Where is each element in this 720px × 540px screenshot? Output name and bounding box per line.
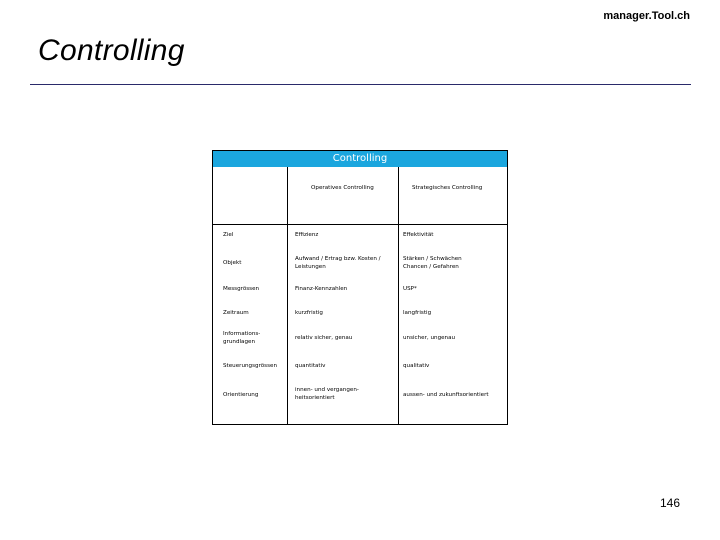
operative-cell: kurzfristig [295,310,323,316]
table-title: Controlling [213,151,507,167]
row-label: Steuerungsgrössen [223,363,277,369]
operative-cell: innen- und vergangen-heitsorientiert [295,387,359,401]
table-header-divider [213,224,507,225]
comparison-table [212,150,508,425]
row-label: Messgrössen [223,286,260,292]
strategic-cell: aussen- und zukunftsorientiert [403,392,489,398]
strategic-cell: unsicher, ungenau [403,335,456,341]
row-label: Orientierung [223,392,259,398]
row-label: Zeitraum [223,310,249,316]
strategic-cell: langfristig [403,310,432,316]
strategic-cell: Stärken / Schwächen Chancen / Gefahren [403,256,462,270]
strategic-cell: USP* [403,286,417,292]
table-column-divider [287,167,288,424]
row-label: Objekt [223,260,242,266]
row-label: Ziel [223,232,234,238]
table-column-divider [398,167,399,424]
strategic-cell: qualitativ [403,363,430,369]
operative-cell: quantitativ [295,363,326,369]
column-header-strategic: Strategisches Controlling [412,185,483,191]
column-header-operative: Operatives Controlling [311,185,374,191]
operative-cell: relativ sicher, genau [295,335,353,341]
title-divider [30,84,691,85]
operative-cell: Effizienz [295,232,319,238]
brand-label: manager.Tool.ch [603,10,690,22]
page-title: Controlling [38,34,185,67]
row-label: Informations-grundlagen [223,331,261,345]
page-number: 146 [660,496,681,510]
operative-cell: Aufwand / Ertrag bzw. Kosten / Leistungen [295,256,381,270]
operative-cell: Finanz-Kennzahlen [295,286,348,292]
strategic-cell: Effektivität [403,232,434,238]
